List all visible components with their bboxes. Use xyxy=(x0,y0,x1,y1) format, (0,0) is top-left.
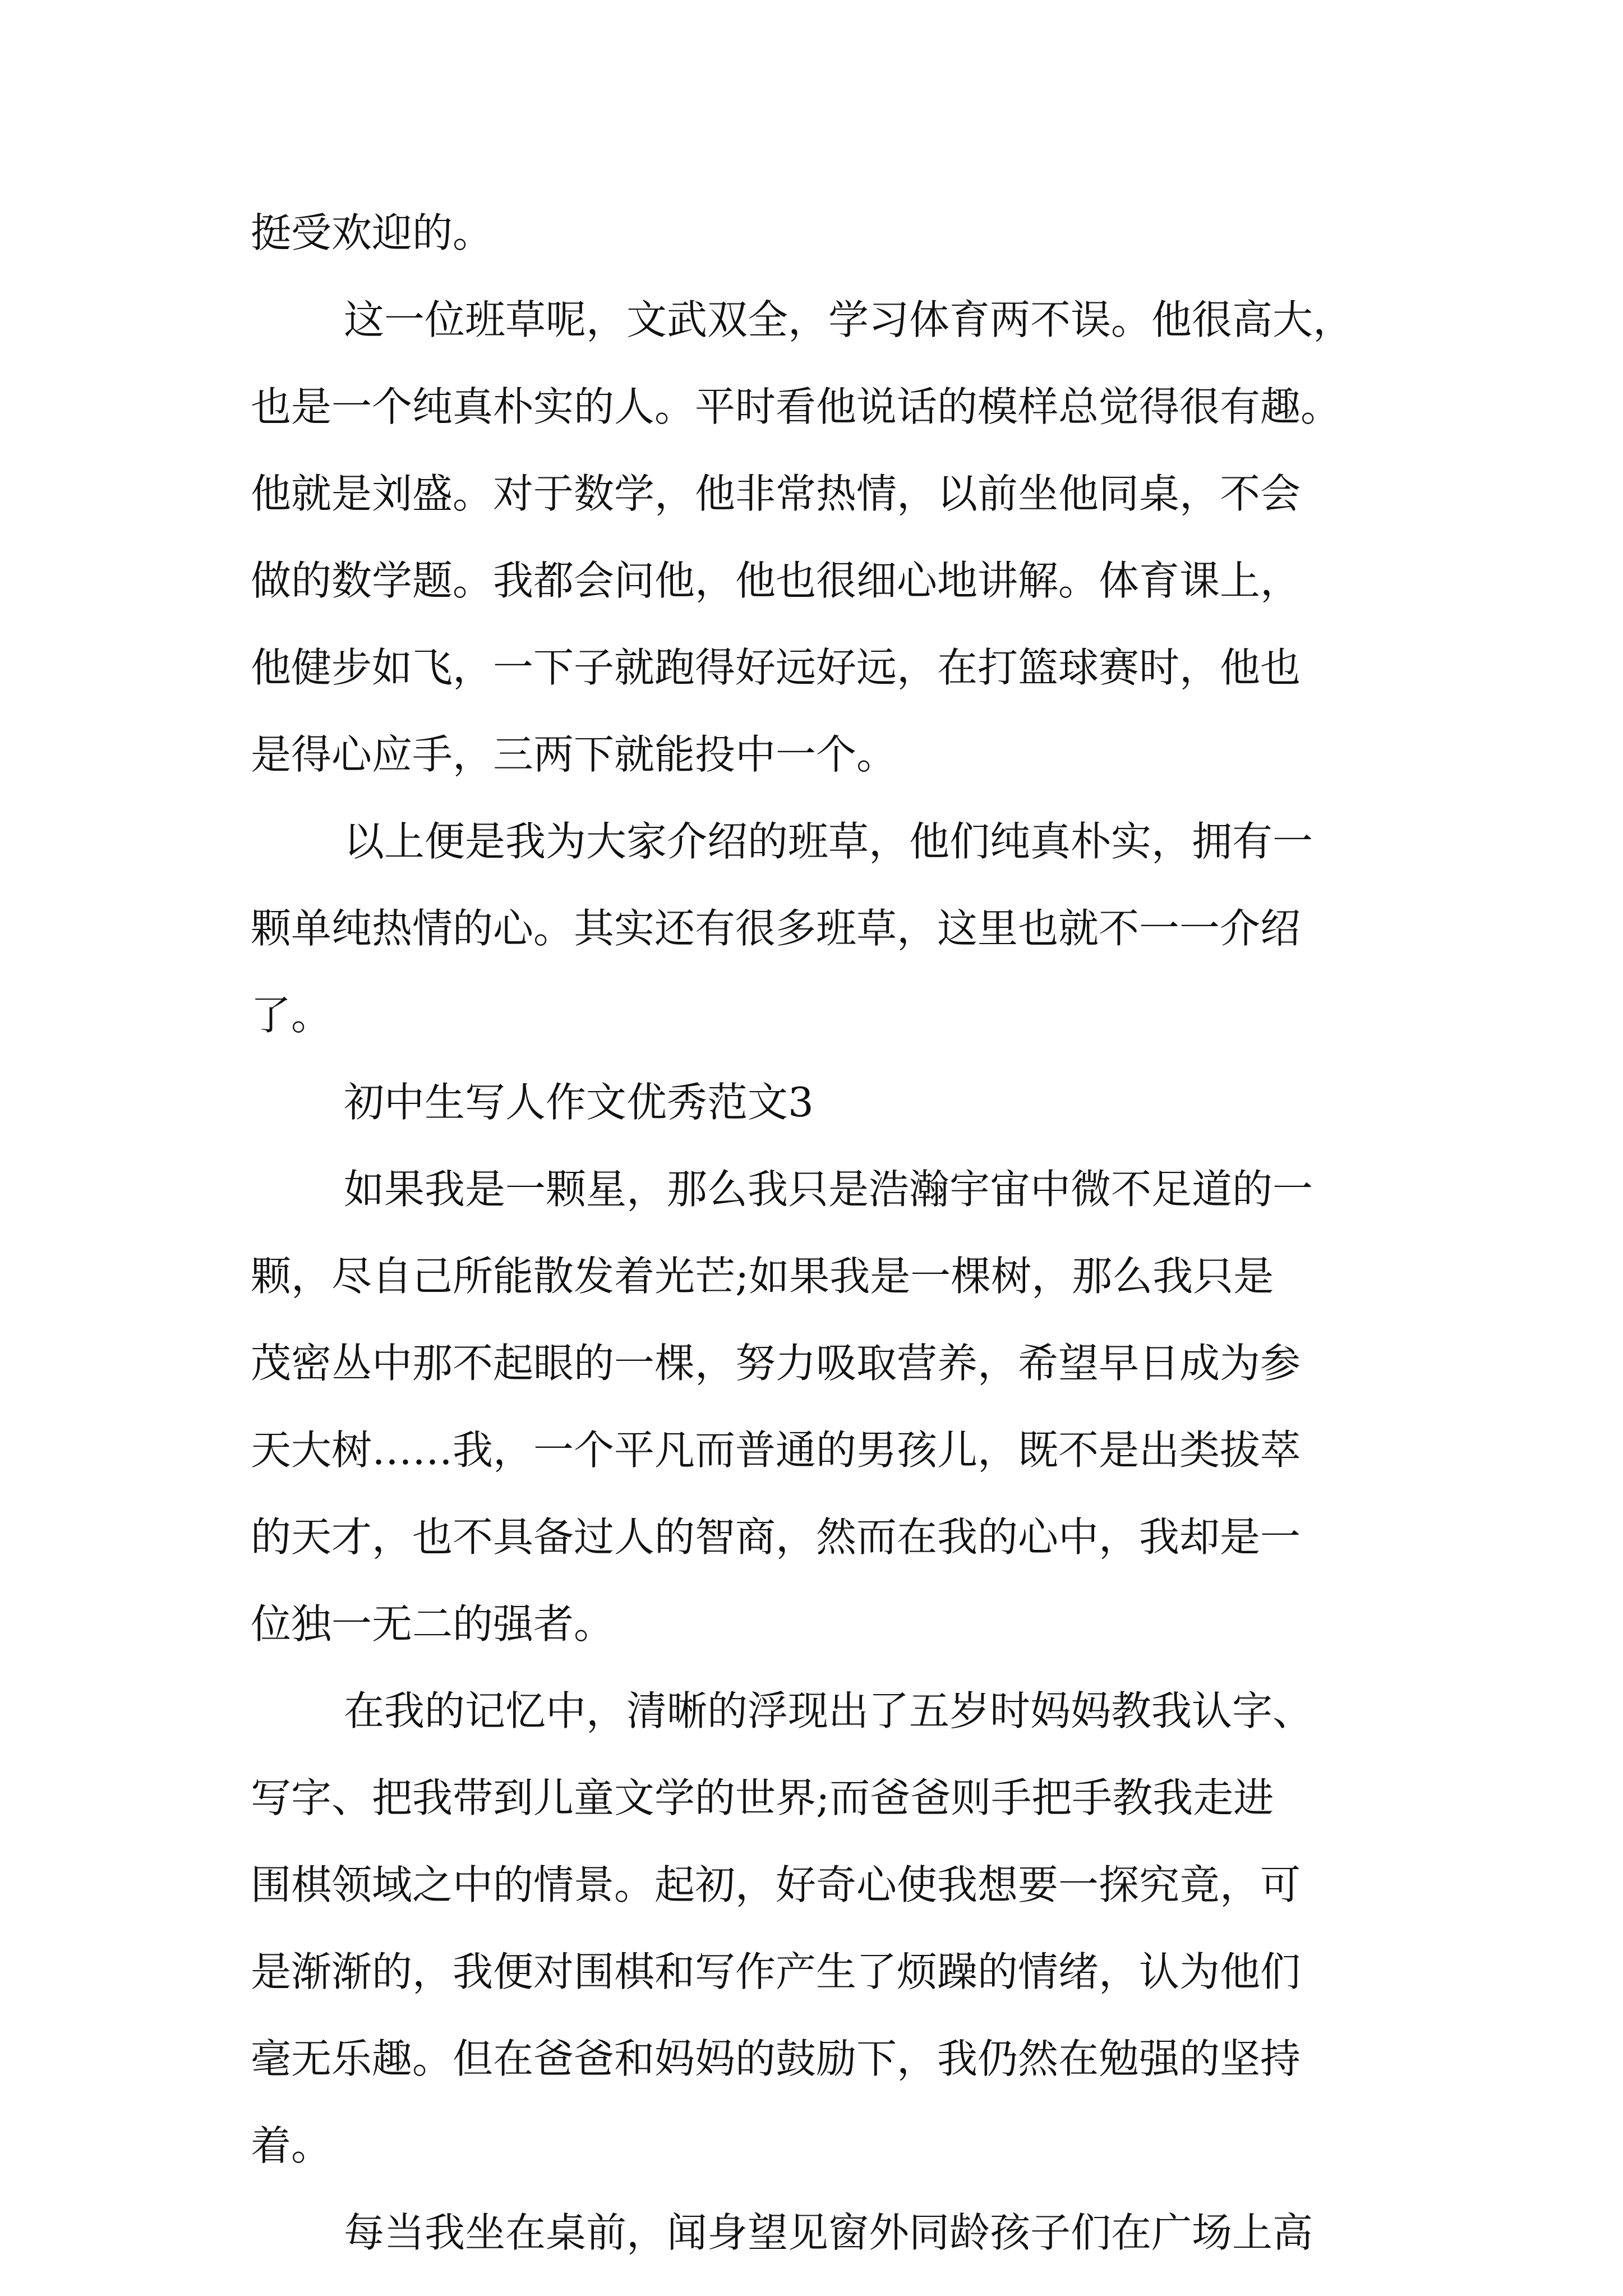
text-line: 位独一无二的强者。 xyxy=(251,1600,615,1648)
text-line: 写字、把我带到儿童文学的世界;而爸爸则手把手教我走进 xyxy=(251,1774,1274,1821)
text-line: 着。 xyxy=(251,2122,332,2169)
text-line: 如果我是一颗星，那么我只是浩瀚宇宙中微不足道的一 xyxy=(344,1166,1313,1213)
text-line: 的天才，也不具备过人的智商，然而在我的心中，我却是一 xyxy=(251,1513,1301,1561)
text-line: 他健步如飞，一下子就跑得好远好远，在打篮球赛时，他也 xyxy=(251,644,1301,691)
text-line: 天大树……我，一个平凡而普通的男孩儿，既不是出类拔萃 xyxy=(251,1427,1301,1474)
text-line: 是得心应手，三两下就能投中一个。 xyxy=(251,731,897,778)
text-line: 了。 xyxy=(251,992,332,1039)
text-line: 是渐渐的，我便对围棋和写作产生了烦躁的情绪，认为他们 xyxy=(251,1948,1301,1995)
section-heading: 初中生写人作文优秀范文3 xyxy=(344,1079,814,1126)
text-line: 围棋领域之中的情景。起初，好奇心使我想要一探究竟，可 xyxy=(251,1861,1301,1908)
text-line: 以上便是我为大家介绍的班草，他们纯真朴实，拥有一 xyxy=(344,818,1313,865)
text-line: 做的数学题。我都会问他，他也很细心地讲解。体育课上， xyxy=(251,557,1301,604)
text-line: 也是一个纯真朴实的人。平时看他说话的模样总觉得很有趣。 xyxy=(251,383,1341,430)
text-line: 他就是刘盛。对于数学，他非常热情，以前坐他同桌，不会 xyxy=(251,470,1301,517)
text-line: 毫无乐趣。但在爸爸和妈妈的鼓励下，我仍然在勉强的坚持 xyxy=(251,2035,1301,2082)
text-line: 这一位班草呢，文武双全，学习体育两不误。他很高大， xyxy=(344,296,1354,343)
text-line: 在我的记忆中，清晰的浮现出了五岁时妈妈教我认字、 xyxy=(344,1687,1313,1734)
text-line: 颗，尽自己所能散发着光芒;如果我是一棵树，那么我只是 xyxy=(251,1253,1274,1300)
text-line: 颗单纯热情的心。其实还有很多班草，这里也就不一一介绍 xyxy=(251,905,1301,952)
text-line: 每当我坐在桌前，闻身望见窗外同龄孩子们在广场上高 xyxy=(344,2209,1313,2256)
text-line: 挺受欢迎的。 xyxy=(251,209,494,256)
text-line: 茂密丛中那不起眼的一棵，努力吸取营养，希望早日成为参 xyxy=(251,1340,1301,1387)
